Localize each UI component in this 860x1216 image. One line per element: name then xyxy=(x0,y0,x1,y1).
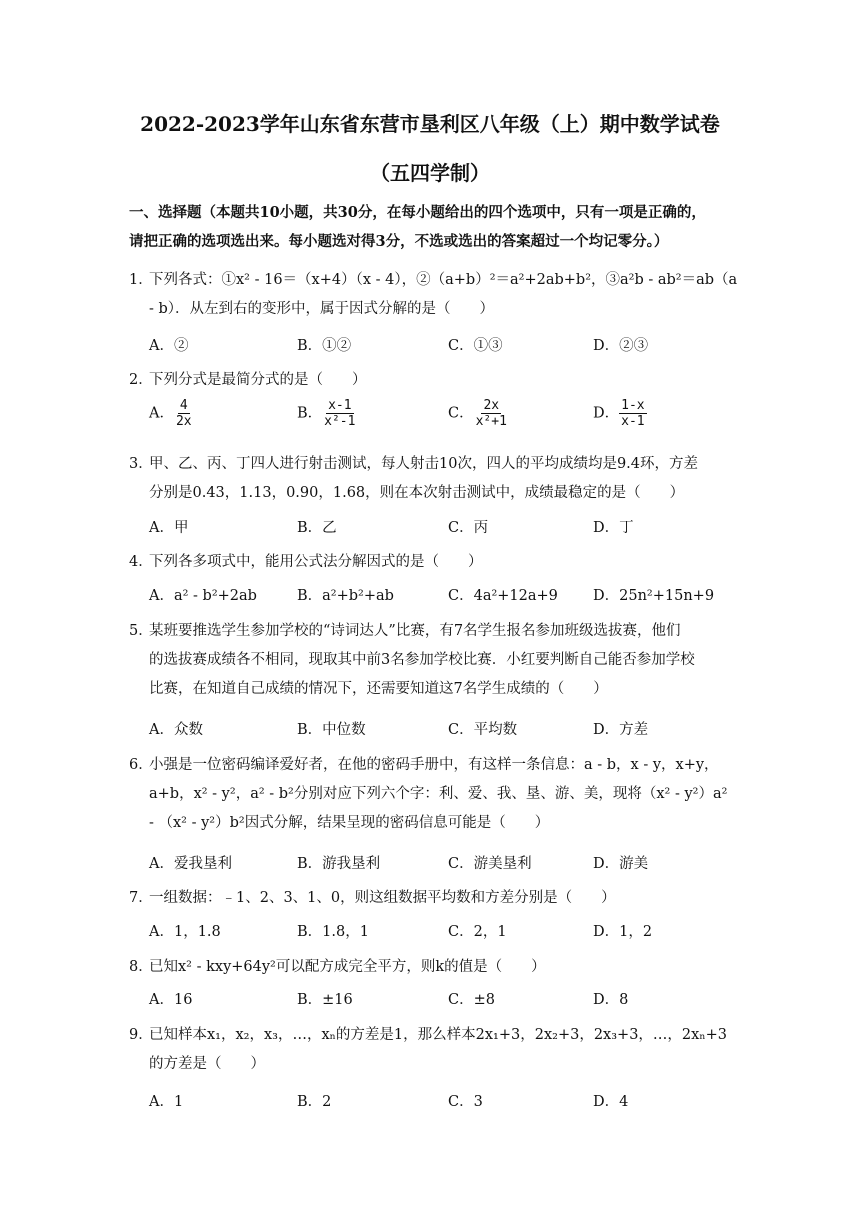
fraction-numerator: 2x xyxy=(483,398,500,413)
option-d[interactable]: D．游美 xyxy=(593,856,649,872)
option-a[interactable]: A．众数 xyxy=(149,722,203,738)
question-3 xyxy=(129,450,739,508)
fraction-numerator: 1-x xyxy=(621,398,645,413)
question-5-line-2: 的选拔赛成绩各不相同，现取其中前3名参加学校比赛．小红要判断自己能否参加学校 xyxy=(149,652,695,668)
question-5 xyxy=(129,617,739,704)
question-stem: 小强是一位密码编译爱好者，在他的密码手册中，有这样一条信息：a - b，x - y，x+y， xyxy=(149,757,719,773)
fraction-numerator: 4 xyxy=(179,398,188,413)
option-c[interactable]: C．4a²+12a+9 xyxy=(448,588,558,604)
section-heading-line-2: 请把正确的选项选出来。每小题选对得3分，不选或选出的答案超过一个均记零分。） xyxy=(129,233,669,250)
option-c[interactable] xyxy=(448,398,509,429)
question-1-line-2: - b）．从左到右的变形中，属于因式分解的是（ ） xyxy=(149,301,495,317)
option-letter: B． xyxy=(297,405,323,422)
fraction-denominator: x-1 xyxy=(621,414,645,429)
option-d[interactable]: D．4 xyxy=(593,1094,629,1110)
question-5-line-1 xyxy=(129,617,739,646)
option-b[interactable]: B．1.8，1 xyxy=(297,924,369,940)
option-a[interactable]: A．1，1.8 xyxy=(149,924,221,940)
option-c[interactable]: C．±8 xyxy=(448,992,495,1008)
question-stem: 一组数据：﹣1、2、3、1、0，则这组数据平均数和方差分别是（ ） xyxy=(149,890,616,906)
question-1-line-1 xyxy=(129,266,739,295)
question-8-options xyxy=(149,988,749,1014)
section-heading-line-1: 一、选择题（本题共10小题，共30分，在每小题给出的四个选项中，只有一项是正确的， xyxy=(129,204,706,221)
fraction xyxy=(174,398,194,429)
question-6-line-2: a+b，x² - y²，a² - b²分别对应下列六个字：利、爱、我、垦、游、美，现将（x² - y²）a² xyxy=(149,786,728,802)
fraction-denominator: 2x xyxy=(175,414,192,429)
question-3-line-2: 分别是0.43，1.13，0.90，1.68，则在本次射击测试中，成绩最稳定的是（ ） xyxy=(149,485,685,501)
question-5-line-3: 比赛，在知道自己成绩的情况下，还需要知道这7名学生成绩的（ ） xyxy=(149,681,608,697)
option-b[interactable]: B．游我垦利 xyxy=(297,856,381,872)
question-9-line-2: 的方差是（ ） xyxy=(149,1056,265,1072)
question-9 xyxy=(129,1021,739,1079)
question-number: 1． xyxy=(129,272,153,288)
option-c[interactable]: C．丙 xyxy=(448,520,489,536)
question-6-line-3: - （x² - y²）b²因式分解，结果呈现的密码信息可能是（ ） xyxy=(149,815,550,831)
question-2-options xyxy=(149,398,749,442)
option-d[interactable] xyxy=(593,398,647,429)
question-4-options xyxy=(149,584,749,610)
option-a[interactable] xyxy=(149,398,194,429)
section-heading xyxy=(129,198,739,256)
question-8 xyxy=(129,953,739,982)
option-a[interactable]: A．甲 xyxy=(149,520,189,536)
question-1-options xyxy=(149,334,749,360)
question-stem: 下列各多项式中，能用公式法分解因式的是（ ） xyxy=(149,554,483,570)
question-7 xyxy=(129,884,739,913)
option-d[interactable]: D．8 xyxy=(593,992,629,1008)
question-3-options xyxy=(149,516,749,542)
option-b[interactable]: B．①② xyxy=(297,338,352,354)
question-number: 7． xyxy=(129,890,153,906)
option-a[interactable]: A．16 xyxy=(149,992,193,1008)
question-6-options xyxy=(149,852,749,878)
option-d[interactable]: D．丁 xyxy=(593,520,634,536)
option-d[interactable]: D．1，2 xyxy=(593,924,653,940)
question-stem: 某班要推选学生参加学校的“诗词达人”比赛，有7名学生报名参加班级选拔赛，他们 xyxy=(149,623,681,639)
question-number: 9． xyxy=(129,1027,153,1043)
question-4 xyxy=(129,548,739,577)
option-c[interactable]: C．①③ xyxy=(448,338,503,354)
option-c[interactable]: C．3 xyxy=(448,1094,483,1110)
option-b[interactable]: B．±16 xyxy=(297,992,353,1008)
question-number: 6． xyxy=(129,757,153,773)
option-a[interactable]: A．爱我垦利 xyxy=(149,856,232,872)
option-c[interactable]: C．平均数 xyxy=(448,722,518,738)
option-b[interactable]: B．中位数 xyxy=(297,722,366,738)
fraction-numerator: x-1 xyxy=(328,398,352,413)
question-number: 4． xyxy=(129,554,153,570)
exam-subtitle: （五四学制） xyxy=(370,161,490,185)
option-a[interactable]: A．a² - b²+2ab xyxy=(149,588,257,604)
option-b[interactable]: B．2 xyxy=(297,1094,332,1110)
option-letter: D． xyxy=(593,405,620,422)
question-stem: 已知x² - kxy+64y²可以配方成完全平方，则k的值是（ ） xyxy=(149,959,546,975)
question-number: 5． xyxy=(129,623,153,639)
fraction xyxy=(619,398,646,429)
fraction-denominator: x²-1 xyxy=(324,414,356,429)
question-2 xyxy=(129,366,739,395)
question-7-options xyxy=(149,920,749,946)
option-a[interactable]: A．② xyxy=(149,338,189,354)
option-d[interactable]: D．方差 xyxy=(593,722,649,738)
question-9-line-1 xyxy=(129,1021,739,1050)
question-number: 8． xyxy=(129,959,153,975)
question-6 xyxy=(129,751,739,838)
option-c[interactable]: C．游美垦利 xyxy=(448,856,532,872)
question-stem: 甲、乙、丙、丁四人进行射击测试，每人射击10次，四人的平均成绩均是9.4环，方差 xyxy=(149,456,699,472)
fraction xyxy=(322,398,357,429)
question-6-line-1 xyxy=(129,751,739,780)
option-c[interactable]: C．2，1 xyxy=(448,924,507,940)
question-5-options xyxy=(149,718,749,744)
option-d[interactable]: D．25n²+15n+9 xyxy=(593,588,715,604)
question-1 xyxy=(129,266,739,324)
question-number: 3． xyxy=(129,456,153,472)
exam-title: 2022-2023学年山东省东营市垦利区八年级（上）期中数学试卷 xyxy=(140,112,720,136)
option-d[interactable]: D．②③ xyxy=(593,338,649,354)
question-3-line-1 xyxy=(129,450,739,479)
option-letter: C． xyxy=(448,405,474,422)
question-stem: 已知样本x₁，x₂，x₃，…，xₙ的方差是1，那么样本2x₁+3，2x₂+3，2x₃+3，…，2xₙ+3 xyxy=(149,1027,727,1043)
option-letter: A． xyxy=(149,405,174,422)
question-stem: 下列各式：①x² - 16＝（x+4）（x - 4），②（a+b）²＝a²+2ab+b²，③a²b - ab²＝ab（a xyxy=(149,272,738,288)
fraction-denominator: x²+1 xyxy=(475,414,507,429)
question-number: 2． xyxy=(129,372,153,388)
option-b[interactable]: B．乙 xyxy=(297,520,337,536)
option-b[interactable] xyxy=(297,398,357,429)
option-a[interactable]: A．1 xyxy=(149,1094,184,1110)
fraction xyxy=(474,398,509,429)
option-b[interactable]: B．a²+b²+ab xyxy=(297,588,394,604)
question-stem: 下列分式是最简分式的是（ ） xyxy=(149,372,367,388)
question-9-options xyxy=(149,1090,749,1116)
